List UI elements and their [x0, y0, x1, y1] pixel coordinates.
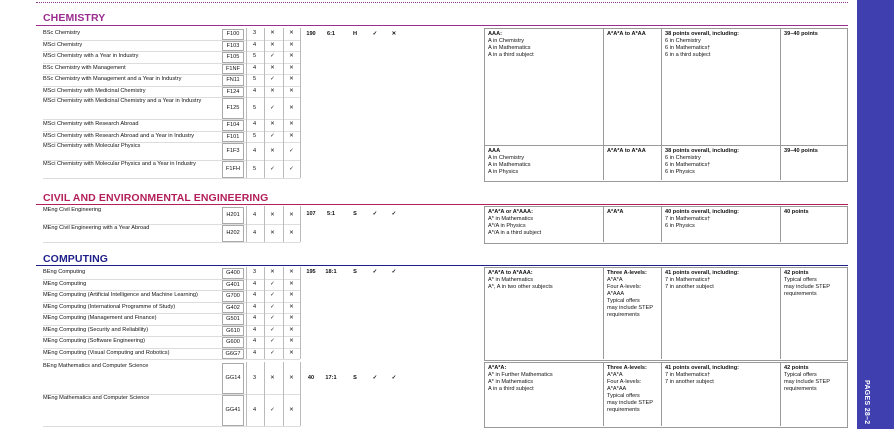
civil-alevel-line: A*A*A or A*AAA: [488, 209, 533, 215]
course-code: G6G7 [222, 349, 244, 360]
course-name: MSci Chemistry with Molecular Physics [43, 143, 141, 149]
course-code: G402 [222, 303, 244, 314]
chem-group1-advanced-line: A*A*A to A*AA [607, 31, 646, 37]
course-name: BEng Mathematics and Computer Science [43, 363, 149, 369]
jmc-other-line: may include STEP [784, 379, 831, 385]
civil-alevel-line: A*/A in a third subject [488, 230, 542, 236]
course-mark: ✕ [289, 87, 294, 94]
grid-line [780, 362, 781, 426]
chem-group1-ib-line: 6 in Mathematics† [665, 45, 711, 51]
jmc-ib-line: 7 in another subject [665, 379, 714, 385]
course-name: MSci Chemistry with Research Abroad and a Year in Industry [43, 132, 195, 139]
grid-line [661, 28, 662, 145]
computing-ib-line: 41 points overall, including: [665, 270, 739, 276]
course-code: F124 [222, 87, 244, 98]
grid-line [283, 206, 284, 242]
stat-colA: ✓ [372, 211, 378, 217]
grid-line [264, 28, 265, 178]
course-name: MEng Computing (Visual Computing and Robotics) [43, 349, 170, 356]
chemistry-rule [36, 25, 848, 26]
grid-line [780, 267, 781, 359]
course-name: MEng Computing (Software Engineering) [43, 338, 145, 345]
stat-colB: ✓ [391, 269, 397, 275]
course-name: MSci Chemistry with Medicinal Chemistry and a Year in Industry [43, 98, 202, 104]
grid-line [661, 362, 662, 426]
course-name: MSci Chemistry [43, 41, 83, 48]
jmc-ib-line: 41 points overall, including: [665, 365, 739, 371]
row-divider [43, 40, 300, 41]
grid-line [300, 362, 301, 426]
civil-ib-line: 7 in Mathematics† [665, 216, 711, 222]
course-years: 4 [252, 229, 257, 236]
grid-line [283, 362, 284, 426]
course-name: MEng Civil Engineering [43, 207, 102, 213]
jmc-alevel-line: A in a third subject [488, 386, 534, 392]
course-mark: ✕ [270, 269, 275, 276]
civil-alevel-line: A*/A in Physics [488, 223, 526, 229]
course-mark: ✕ [289, 292, 294, 299]
course-years: 4 [252, 121, 257, 128]
course-mark: ✕ [289, 30, 294, 37]
computing-alevel-line: A*, A in two other subjects [488, 284, 553, 290]
row-divider [43, 302, 300, 303]
course-years: 3 [252, 30, 257, 37]
chem-group2-ib-line: 6 in Chemistry [665, 155, 701, 161]
course-code: F103 [222, 41, 244, 52]
course-mark: ✓ [270, 406, 275, 413]
stat-places: 190 [306, 31, 316, 37]
grid-line [603, 206, 604, 242]
grid-line [300, 28, 301, 178]
jmc-advanced-line: may include STEP [607, 400, 654, 406]
course-code: GG14 [222, 363, 244, 394]
computing-alevel-line: A*A*A to A*AAA: [488, 270, 533, 276]
course-years: 5 [252, 165, 257, 172]
course-mark: ✕ [289, 315, 294, 322]
jmc-alevel-line: A* in Further Mathematics [488, 372, 553, 378]
grid-line [661, 206, 662, 242]
course-years: 4 [252, 406, 257, 413]
chem-group2-other-line: 39–40 points [784, 148, 818, 154]
row-divider [43, 178, 300, 179]
course-mark: ✕ [270, 87, 275, 94]
course-code: G400 [222, 268, 244, 279]
course-mark: ✕ [289, 338, 294, 345]
course-name: BSc Chemistry [43, 30, 80, 37]
course-mark: ✕ [289, 303, 294, 310]
grid-line [603, 267, 604, 359]
row-divider [43, 74, 300, 75]
row-divider [43, 290, 300, 291]
course-years: 5 [252, 104, 257, 111]
course-mark: ✕ [289, 64, 294, 71]
course-name: MSci Chemistry with Medicinal Chemistry [43, 87, 146, 94]
course-mark: ✓ [270, 53, 275, 60]
course-years: 4 [252, 147, 257, 154]
course-name: MSci Chemistry with a Year in Industry [43, 53, 139, 60]
stat-places: 40 [307, 375, 315, 381]
course-years: 4 [252, 303, 257, 310]
course-years: 4 [252, 64, 257, 71]
course-mark: ✕ [289, 326, 294, 333]
course-name: MEng Computing [43, 280, 87, 287]
course-mark: ✕ [289, 349, 294, 356]
course-code: F1FH [222, 161, 244, 178]
grid-line [780, 28, 781, 145]
jmc-advanced-line: A*A*AA [607, 386, 627, 392]
chem-group1-alevel-line: A in Mathematics [488, 45, 531, 51]
civil-alevel-line: A* in Mathematics [488, 216, 534, 222]
course-name: MEng Computing (International Programme of Study) [43, 303, 176, 310]
jmc-ib-line: 7 in Mathematics† [665, 372, 711, 378]
course-years: 5 [252, 76, 257, 83]
grid-line [603, 362, 604, 426]
margin [849, 0, 857, 429]
chem-group2-alevel-line: AAA [488, 148, 501, 154]
stat-colB: ✕ [391, 31, 397, 37]
jmc-advanced-line: Typical offers [607, 393, 640, 399]
course-name: MEng Computing (Security and Reliability) [43, 326, 149, 333]
civil-rule [36, 204, 848, 205]
jmc-other-line: Typical offers [784, 372, 817, 378]
grid-line [246, 267, 247, 359]
stat-colA: ✓ [372, 31, 378, 37]
computing-advanced-line: Typical offers [607, 298, 640, 304]
jmc-other-line: 42 points [784, 365, 809, 371]
grid-line [661, 145, 662, 180]
course-mark: ✓ [270, 280, 275, 287]
civil-ib-line: 6 in Physics [665, 223, 695, 229]
course-mark: ✕ [289, 229, 294, 236]
stat-places: 195 [306, 269, 316, 275]
chem-group1-ib-line: 6 in a third subject [665, 52, 711, 58]
chem-group2-ib-line: 6 in Physics [665, 169, 695, 175]
course-mark: ✓ [270, 292, 275, 299]
course-name: MSci Chemistry with Research Abroad [43, 121, 139, 128]
civil-ib-line: 40 points overall, including: [665, 209, 739, 215]
computing-ib-line: 7 in Mathematics† [665, 277, 711, 283]
computing-advanced-line: Four A-levels: [607, 284, 642, 290]
course-code: GG41 [222, 395, 244, 426]
grid-line [246, 28, 247, 178]
grid-line [283, 267, 284, 359]
computing-other-line: requirements [784, 291, 817, 297]
course-years: 4 [252, 211, 257, 218]
grid-line [283, 28, 284, 178]
course-years: 4 [252, 315, 257, 322]
grid-line [300, 267, 301, 359]
course-years: 5 [252, 53, 257, 60]
row-divider [43, 119, 300, 120]
row-divider [43, 359, 300, 360]
grid-line [603, 145, 604, 180]
course-mark: ✕ [270, 30, 275, 37]
course-mark: ✕ [289, 53, 294, 60]
jmc-alevel-line: A*A*A: [488, 365, 507, 371]
course-code: G401 [222, 280, 244, 291]
course-name: MEng Computing (Artificial Intelligence and Machine Learning) [43, 292, 198, 299]
jmc-advanced-line: Three A-levels: [607, 365, 647, 371]
chem-group1-ib-line: 6 in Chemistry [665, 38, 701, 44]
stat-ratio: 17:1 [325, 375, 337, 381]
course-name: MEng Mathematics and Computer Science [43, 395, 150, 401]
computing-ib-line: 7 in another subject [665, 284, 714, 290]
course-code: G610 [222, 326, 244, 337]
stat-colA: ✓ [372, 269, 378, 275]
row-divider [43, 426, 300, 427]
stat-colB: ✓ [391, 211, 397, 217]
course-years: 4 [252, 338, 257, 345]
chem-group1-ib-line: 38 points overall, including: [665, 31, 739, 37]
row-divider [43, 336, 300, 337]
course-mark: ✕ [270, 121, 275, 128]
course-mark: ✓ [270, 349, 275, 356]
stat-colB: ✓ [391, 375, 397, 381]
computing-advanced-line: A*A*A [607, 277, 623, 283]
grid-line [603, 28, 604, 145]
civil-other-line: 40 points [784, 209, 809, 215]
civil-advanced-line: A*A*A [607, 209, 624, 215]
course-code: F125 [222, 98, 244, 119]
course-code: F1NF [222, 64, 244, 75]
computing-alevel-line: A* in Mathematics [488, 277, 534, 283]
computing-advanced-line: Three A-levels: [607, 270, 647, 276]
course-mark: ✕ [289, 374, 294, 381]
stat-places: 107 [306, 211, 316, 217]
stat-interview: S [353, 269, 357, 275]
course-code: F100 [222, 29, 244, 40]
grid-line [661, 267, 662, 359]
course-name: MEng Civil Engineering with a Year Abroad [43, 225, 150, 231]
course-code: H201 [222, 207, 244, 224]
course-mark: ✕ [289, 406, 294, 413]
course-mark: ✓ [270, 338, 275, 345]
chem-group2-alevel-line: A in Mathematics [488, 162, 531, 168]
course-years: 4 [252, 292, 257, 299]
course-mark: ✕ [289, 121, 294, 128]
row-divider [43, 325, 300, 326]
grid-line [246, 362, 247, 426]
course-name: BEng Computing [43, 269, 86, 276]
row-divider [43, 86, 300, 87]
course-mark: ✕ [270, 211, 275, 218]
course-mark: ✓ [289, 165, 294, 172]
jmc-other-line: requirements [784, 386, 817, 392]
course-mark: ✓ [270, 315, 275, 322]
course-mark: ✕ [289, 269, 294, 276]
course-mark: ✓ [270, 104, 275, 111]
row-divider [43, 313, 300, 314]
course-mark: ✕ [289, 280, 294, 287]
course-mark: ✕ [289, 211, 294, 218]
course-code: F104 [222, 120, 244, 131]
course-mark: ✓ [270, 76, 275, 83]
row-divider [43, 279, 300, 280]
computing-rule [36, 265, 848, 266]
course-code: FN11 [222, 75, 244, 86]
top-dotted-rule [36, 2, 848, 3]
stat-interview: S [353, 211, 357, 217]
course-mark: ✓ [270, 165, 275, 172]
course-mark: ✓ [270, 303, 275, 310]
stat-ratio: 18:1 [325, 269, 337, 275]
course-mark: ✕ [270, 374, 275, 381]
course-code: G501 [222, 314, 244, 325]
course-years: 5 [252, 132, 257, 139]
row-divider [43, 348, 300, 349]
chem-group1-other-line: 39–40 points [784, 31, 818, 37]
course-mark: ✕ [289, 76, 294, 83]
computing-advanced-line: A*AAA [607, 291, 625, 297]
grid-line [246, 206, 247, 242]
stat-interview: S [353, 375, 357, 381]
chem-group2-advanced-line: A*A*A to A*AA [607, 148, 646, 154]
course-name: MEng Computing (Management and Finance) [43, 315, 157, 322]
course-mark: ✕ [270, 64, 275, 71]
jmc-advanced-line: A*A*A [607, 372, 623, 378]
chemistry-title: CHEMISTRY [43, 12, 106, 24]
computing-title: COMPUTING [43, 253, 109, 265]
course-years: 3 [252, 374, 257, 381]
course-code: H202 [222, 225, 244, 242]
computing-advanced-line: may include STEP [607, 305, 654, 311]
computing-advanced-line: requirements [607, 312, 640, 318]
grid-line [780, 145, 781, 180]
course-years: 4 [252, 87, 257, 94]
course-name: BSc Chemistry with Management [43, 64, 126, 71]
row-divider [43, 63, 300, 64]
sidebar-tab [857, 0, 894, 429]
course-mark: ✕ [289, 132, 294, 139]
chem-group1-alevel-line: A in Chemistry [488, 38, 525, 44]
computing-other-line: Typical offers [784, 277, 817, 283]
course-code: F1F3 [222, 143, 244, 160]
course-mark: ✕ [289, 104, 294, 111]
course-code: G700 [222, 291, 244, 302]
course-mark: ✕ [289, 41, 294, 48]
chem-group2-alevel-line: A in Physics [488, 169, 519, 175]
course-code: G600 [222, 337, 244, 348]
jmc-advanced-line: Four A-levels: [607, 379, 642, 385]
stat-colA: ✓ [372, 375, 378, 381]
course-code: F101 [222, 132, 244, 143]
row-divider [43, 131, 300, 132]
jmc-advanced-line: requirements [607, 407, 640, 413]
course-mark: ✕ [270, 229, 275, 236]
grid-line [264, 206, 265, 242]
stat-ratio: 6:1 [326, 31, 336, 37]
course-mark: ✕ [270, 147, 275, 154]
course-name: BSc Chemistry with Management and a Year in Industry [43, 76, 182, 83]
course-code: F105 [222, 52, 244, 63]
course-mark: ✓ [270, 132, 275, 139]
stat-ratio: 5:1 [326, 211, 336, 217]
grid-line [780, 206, 781, 242]
grid-line [264, 362, 265, 426]
course-mark: ✓ [270, 326, 275, 333]
course-years: 4 [252, 326, 257, 333]
row-divider [43, 51, 300, 52]
chem-group1-alevel-line: A in a third subject [488, 52, 534, 58]
course-name: MSci Chemistry with Molecular Physics and a Year in Industry [43, 161, 196, 167]
civil-title: CIVIL AND ENVIRONMENTAL ENGINEERING [43, 192, 269, 204]
computing-other-line: may include STEP [784, 284, 831, 290]
course-years: 4 [252, 280, 257, 287]
computing-other-line: 42 points [784, 270, 809, 276]
chem-group1-alevel-line: AAA: [488, 31, 502, 37]
sidebar-page-label: PAGES 28–2 [863, 380, 870, 425]
chem-group2-alevel-line: A in Chemistry [488, 155, 525, 161]
chem-group2-ib-line: 38 points overall, including: [665, 148, 739, 154]
stat-interview: H [352, 31, 358, 37]
row-divider [43, 242, 300, 243]
chem-group2-ib-line: 6 in Mathematics† [665, 162, 711, 168]
course-years: 4 [252, 349, 257, 356]
grid-line [300, 206, 301, 242]
course-mark: ✓ [289, 147, 294, 154]
course-years: 4 [252, 41, 257, 48]
course-years: 3 [252, 269, 257, 276]
course-mark: ✕ [270, 41, 275, 48]
jmc-alevel-line: A* in Mathematics [488, 379, 534, 385]
grid-line [264, 267, 265, 359]
